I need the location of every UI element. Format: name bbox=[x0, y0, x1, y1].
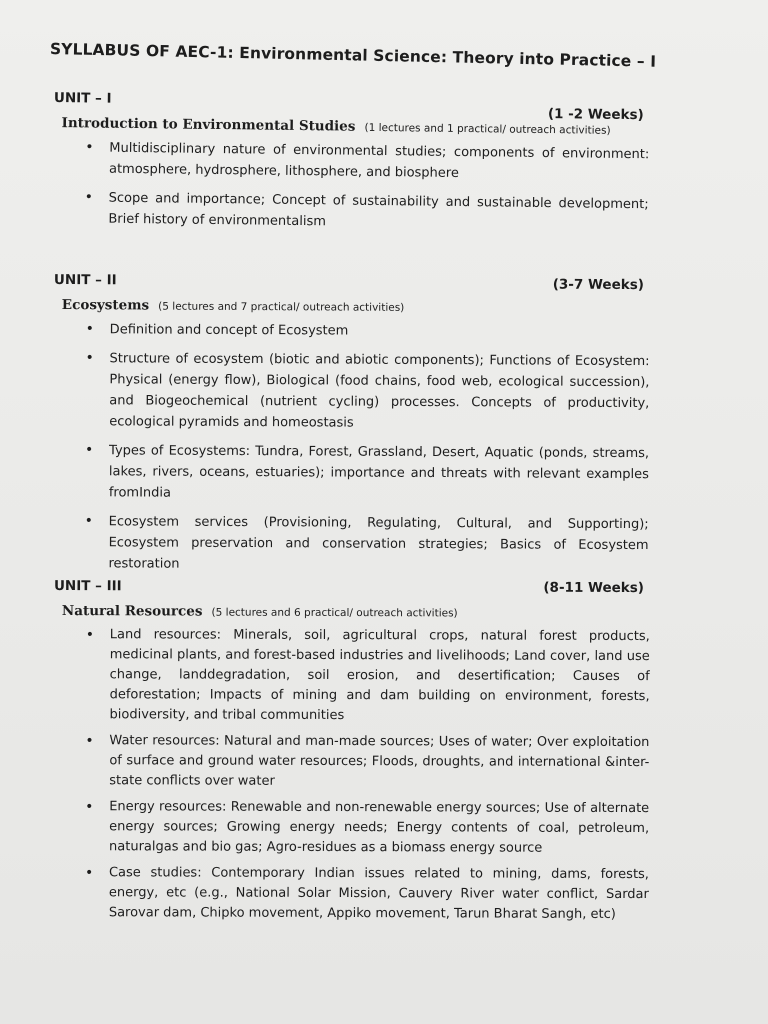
topic-note: (5 lectures and 7 practical/ outreach activities) bbox=[158, 300, 405, 314]
unit-label: UNIT – II bbox=[53, 272, 117, 289]
list-item-text: Ecosystem services (Provisioning, Regulating, Cultural, and Supporting); Ecosystem preservation and conservation strategies; Basics of Ecosystem restoration bbox=[108, 514, 649, 572]
list-item bbox=[53, 863, 649, 925]
unit-section bbox=[53, 578, 674, 931]
unit-section bbox=[52, 90, 674, 245]
topic-title: Ecosystems bbox=[61, 297, 150, 314]
unit-section bbox=[52, 272, 674, 585]
topic-list bbox=[53, 625, 674, 925]
bullet-icon: • bbox=[84, 513, 94, 530]
bullet-icon: • bbox=[85, 350, 94, 367]
list-item-text: Types of Ecosystems: Tundra, Forest, Grassland, Desert, Aquatic (ponds, streams, lakes, rivers, oceans, estuaries); importance and threats with relevant examples fromIndia bbox=[108, 443, 650, 501]
list-item-text: Case studies: Contemporary Indian issues related to mining, dams, forests, energy, etc (e.g., National Solar Mission, Cauvery River water conflict, Sardar Sarovar dam, Chipko movement, Appiko movement, Tarun Bharat Sangh, etc) bbox=[108, 865, 649, 922]
list-item-text: Energy resources: Renewable and non-renewable energy sources; Use of alternate energy sources; Growing energy needs; Energy contents of coal, petroleum, naturalgas and bio gas; Agro-residues as a biomass energy source bbox=[109, 799, 650, 856]
list-item-text: Water resources: Natural and man-made sources; Uses of water; Over exploitation of surface and ground water resources; Floods, droughts, and international &inter-state conflicts over water bbox=[109, 733, 650, 789]
topic-note: (1 lectures and 1 practical/ outreach activities) bbox=[364, 121, 611, 137]
unit-weeks: (1 -2 Weeks) bbox=[547, 106, 644, 124]
unit-topic bbox=[62, 600, 674, 621]
topic-title: Natural Resources bbox=[61, 603, 203, 620]
bullet-icon: • bbox=[85, 799, 94, 816]
unit-label: UNIT – I bbox=[53, 90, 112, 107]
document-title: SYLLABUS OF AEC-1: Environmental Science: Theory into Practice – I bbox=[49, 40, 657, 71]
topic-list bbox=[52, 137, 673, 237]
list-item-text: Scope and importance; Concept of sustainability and sustainable development; Brief history of environmentalism bbox=[108, 190, 649, 230]
list-item bbox=[53, 731, 649, 793]
list-item bbox=[53, 137, 649, 186]
list-item bbox=[53, 797, 649, 859]
topic-title: Introduction to Environmental Studies bbox=[61, 115, 356, 135]
topic-note: (5 lectures and 6 practical/ outreach activities) bbox=[211, 606, 458, 620]
bullet-icon: • bbox=[85, 321, 95, 338]
unit-label: UNIT – III bbox=[53, 578, 122, 595]
list-item bbox=[52, 187, 648, 236]
bullet-icon: • bbox=[85, 139, 94, 156]
unit-header bbox=[54, 272, 674, 297]
unit-header bbox=[54, 578, 674, 602]
list-item-text: Structure of ecosystem (biotic and abiotic components); Functions of Ecosystem: Physical (energy flow), Biological (food chains, food web, ecological succession), and Biogeochemical (nutrient cycling) processes. Concepts of productivity, ecological pyramids and homeostasis bbox=[109, 351, 650, 431]
list-item bbox=[52, 511, 648, 577]
bullet-icon: • bbox=[85, 442, 94, 459]
bullet-icon: • bbox=[84, 189, 94, 206]
bullet-icon: • bbox=[85, 733, 94, 750]
list-item bbox=[53, 440, 649, 506]
list-item bbox=[54, 319, 650, 343]
list-item bbox=[53, 348, 649, 435]
list-item-text: Definition and concept of Ecosystem bbox=[109, 322, 349, 339]
bullet-icon: • bbox=[85, 627, 95, 644]
unit-topic bbox=[62, 294, 674, 316]
unit-weeks: (8-11 Weeks) bbox=[543, 579, 644, 597]
topic-list bbox=[52, 319, 673, 577]
unit-weeks: (3-7 Weeks) bbox=[552, 276, 644, 294]
bullet-icon: • bbox=[84, 865, 94, 882]
list-item bbox=[53, 625, 649, 727]
list-item-text: Multidisciplinary nature of environmental studies; components of environment: atmosphere, hydrosphere, lithosphere, and biosphere bbox=[108, 140, 650, 181]
list-item-text: Land resources: Minerals, soil, agricultural crops, natural forest products, medicinal plants, and forest-based industries and livelihoods; Land cover, land use change, landdegradation, soil erosion, and desertification; Causes of deforestation; Impacts of mining and dam building on environment, forests, biodiversity, and tribal communities bbox=[109, 627, 650, 724]
